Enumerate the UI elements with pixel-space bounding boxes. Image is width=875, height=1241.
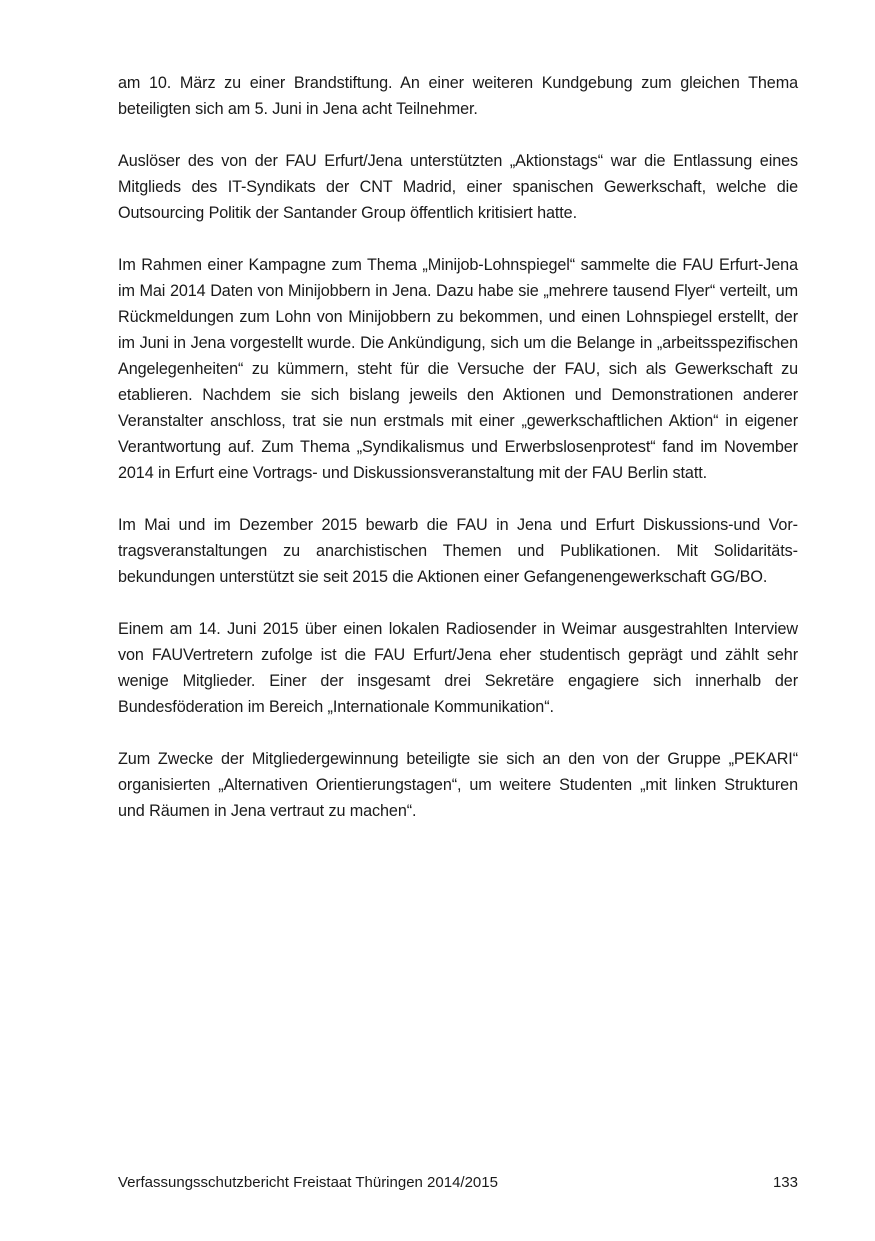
paragraph-4: Im Mai und im Dezember 2015 bewarb die FAU in Jena und Erfurt Diskussions-und Vortragsveranstaltungen zu anarchistischen Themen und Publikationen. Mit Solidaritätsbekundungen unterstützt sie seit 2015 die Aktionen einer Gefangenengewerkschaft GG/BO. xyxy=(118,516,798,586)
footer-title: Verfassungsschutzbericht Freistaat Thüringen 2014/2015 xyxy=(118,1174,498,1191)
paragraph-1: am 10. März zu einer Brandstiftung. An einer weiteren Kundgebung zum gleichen Thema beteiligten sich am 5. Juni in Jena acht Teilnehmer. xyxy=(118,74,798,118)
page-body xyxy=(118,70,798,850)
page-number: 133 xyxy=(772,1174,798,1191)
paragraph-3: Im Rahmen einer Kampagne zum Thema „Minijob-Lohnspiegel“ sammelte die FAU Erfurt-Jena im Mai 2014 Daten von Minijobbern in Jena. Dazu habe sie „mehrere tausend Flyer“ verteilt, um Rückmeldungen zum Lohn von Minijobbern zu bekommen, und einen Lohnspiegel erstellt, der im Juni in Jena vorgestellt wurde. Die Ankündigung, sich um die Belange in „arbeitsspezifischen Angelegenheiten“ zu kümmern, steht für die Versuche der FAU, sich als Gewerkschaft zu etablieren. Nachdem sie sich bislang jeweils den Aktionen und Demonstrationen anderer Veranstalter anschloss, trat sie nun erstmals mit einer „gewerkschaftlichen Aktion“ in eigener Verantwortung auf. Zum Thema „Syndikalismus und Erwerbslosenprotest“ fand im November 2014 in Erfurt eine Vortrags- und Diskussionsveranstaltung mit der FAU Berlin statt. xyxy=(118,256,798,482)
paragraph-6: Zum Zwecke der Mitgliedergewinnung beteiligte sie sich an den von der Gruppe „PEKARI“ organisierten „Alternativen Orientierungstagen“, um weitere Studenten „mit linken Strukturen und Räumen in Jena vertraut zu machen“. xyxy=(118,750,798,820)
paragraph-5: Einem am 14. Juni 2015 über einen lokalen Radiosender in Weimar ausgestrahlten Interview von FAUVertretern zufolge ist die FAU Erfurt/Jena eher studentisch geprägt und zählt sehr wenige Mitglieder. Einer der insgesamt drei Sekretäre engagiere sich innerhalb der Bundesföderation im Bereich „Internationale Kommunikation“. xyxy=(118,620,798,716)
paragraph-2: Auslöser des von der FAU Erfurt/Jena unterstützten „Aktionstags“ war die Entlassung eines Mitglieds des IT-Syndikats der CNT Madrid, einer spanischen Gewerkschaft, welche die Outsourcing Politik der Santander Group öffentlich kritisiert hatte. xyxy=(118,152,798,222)
page-footer xyxy=(118,1172,798,1194)
